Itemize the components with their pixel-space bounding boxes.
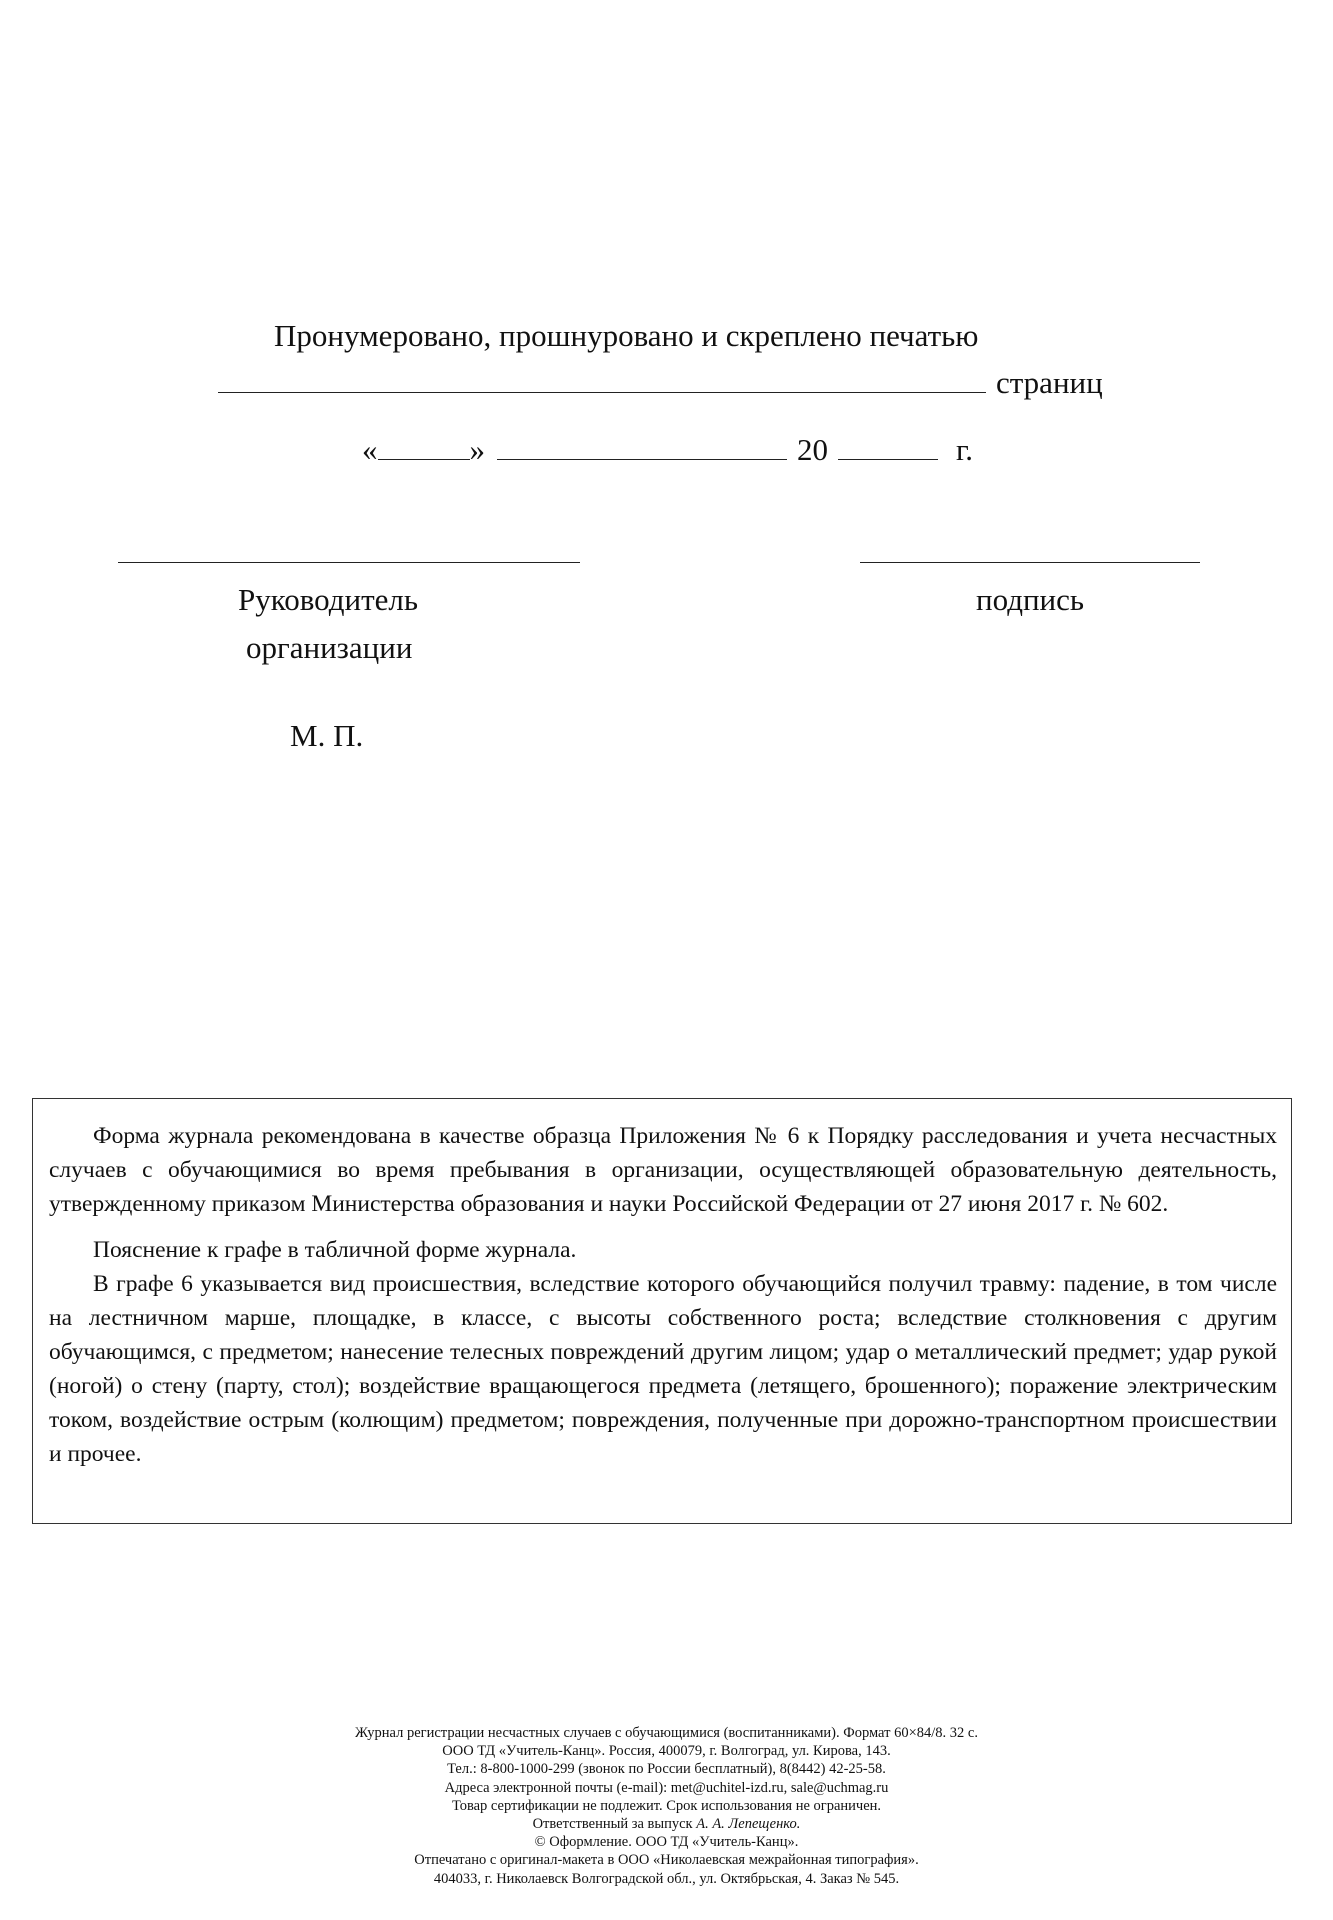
month-blank [497,435,787,460]
imprint-line: Отпечатано с оригинал-макета в ООО «Николаевская межрайонная типография». [414,1852,919,1869]
head-label [238,576,418,672]
imprint-responsible-prefix: Ответственный за выпуск [532,1816,697,1833]
date-open-quote: « [362,432,378,467]
imprint-line: Адреса электронной почты (e-mail): met@uchitel-izd.ru, sale@uchmag.ru [444,1779,889,1796]
date-line [362,432,973,468]
imprint-responsible-name: А. А. Лепещенко. [696,1816,801,1833]
signature-label: подпись [976,582,1085,617]
imprint-line: 404033, г. Николаевск Волгоградской обл., ул. Октябрьская, 4. Заказ № 545. [433,1870,900,1887]
imprint-line: Товар сертификации не подлежит. Срок использования не ограничен. [451,1797,882,1814]
note-paragraph-2: Пояснение к графе в табличной форме журнала. [93,1237,577,1263]
date-close-quote: » [469,432,485,467]
head-label-line1: Руководитель [238,582,419,617]
signature-blank [860,562,1200,563]
imprint-line: Тел.: 8-800-1000-299 (звонок по России бесплатный), 8(8442) 42-25-58. [447,1761,886,1778]
pages-word: страниц [996,365,1103,400]
date-century: 20 [797,432,828,467]
imprint-line [0,1815,1333,1833]
imprint [0,1724,1333,1888]
note-paragraph-1: Форма журнала рекомендована в качестве образца Приложения № 6 к Порядку расследования и учета несчастных случаев с обучающимися во время пребывания в организации, осуществляющей образовательную деятельность, утвержденному приказом Министерства образования и науки Российской Федерации от 27 июня 2017 г. № 602. [49,1123,1277,1217]
page-count-blank [218,368,986,393]
date-year-suffix: г. [956,432,973,467]
page-count-line [218,365,1103,401]
day-blank [378,435,470,460]
imprint-line: Журнал регистрации несчастных случаев с обучающимися (воспитанниками). Формат 60×84/8. 32 с. [355,1725,978,1741]
year-blank [838,435,938,460]
stamp-place: М. П. [290,718,364,753]
note-paragraph-3: В графе 6 указывается вид происшествия, вследствие которого обучающийся получил травму: падение, в том числе на лестничном марше, площадке, в классе, с высоты собственного роста; вследствие столкновения с другим обучающимся, с предметом; нанесение телесных повреждений другим лицом; удар о металлический предмет; удар рукой (ногой) о стену (парту, стол); воздействие вращающегося предмета (летящего, брошенного); поражение электрическим током, воздействие острым (колющим) предметом; повреждения, полученные при дорожно-транспортном происшествии и прочее. [49,1271,1277,1467]
certification-title: Пронумеровано, прошнуровано и скреплено печатью [274,318,979,353]
note-box [32,1098,1292,1524]
head-name-blank [118,562,580,563]
imprint-line: © Оформление. ООО ТД «Учитель-Канц». [534,1834,799,1851]
imprint-line: ООО ТД «Учитель-Канц». Россия, 400079, г. Волгоград, ул. Кирова, 143. [442,1743,891,1760]
head-label-line2: организации [246,630,413,665]
